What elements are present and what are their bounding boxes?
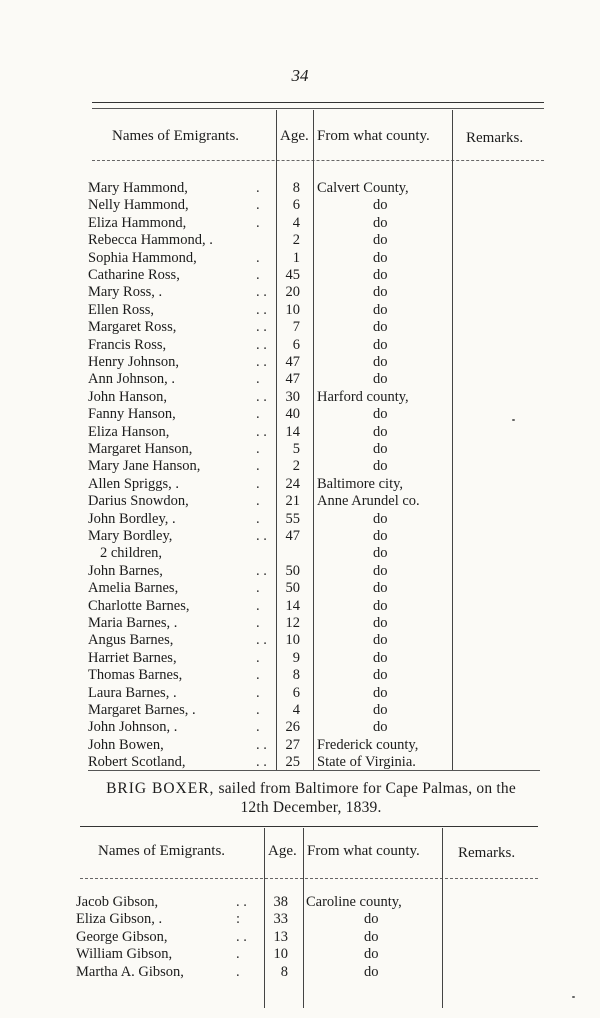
- table-row: [76, 946, 436, 963]
- leader-dots: .: [256, 649, 260, 666]
- table2-top-rule: [80, 826, 538, 827]
- table-row: [88, 319, 448, 336]
- emigrant-name: 2 children,: [100, 545, 163, 562]
- emigrant-county: do: [373, 267, 388, 283]
- emigrant-county: do: [373, 319, 388, 336]
- emigrant-age: 2: [292, 458, 300, 475]
- emigrant-county: do: [364, 946, 379, 963]
- emigrant-age: 7: [292, 319, 300, 336]
- leader-dots: .: [256, 197, 260, 214]
- emigrant-name: Margaret Ross,: [88, 319, 177, 336]
- emigrant-name: Allen Spriggs, .: [88, 475, 180, 492]
- page-number: 34: [291, 66, 309, 85]
- leader-dots: .: [256, 719, 260, 736]
- emigrant-county: do: [373, 632, 388, 649]
- table-row: [88, 754, 448, 771]
- table1-header-remarks: Remarks.: [466, 130, 524, 146]
- table-row: [88, 232, 448, 249]
- emigrant-county: do: [373, 615, 388, 631]
- emigrant-age: 2: [292, 232, 300, 249]
- leader-dots: . .: [256, 632, 267, 649]
- leader-dots: .: [256, 249, 260, 266]
- leader-dots: . .: [256, 284, 267, 301]
- emigrant-county: do: [373, 284, 388, 301]
- table-row: [88, 719, 448, 736]
- table-row: [88, 267, 448, 284]
- emigrant-county: Baltimore city,: [317, 475, 404, 492]
- table-row: [88, 180, 448, 197]
- emigrant-name: Amelia Barnes,: [88, 580, 179, 597]
- emigrant-age: 40: [285, 406, 300, 423]
- leader-dots: .: [256, 702, 260, 718]
- leader-dots: .: [256, 180, 260, 196]
- leader-dots: .: [256, 406, 260, 423]
- leader-dots: . .: [256, 423, 267, 440]
- table1-top-rule: [92, 102, 544, 103]
- table-row: [88, 215, 448, 232]
- table1-header-county: From what county.: [317, 128, 430, 144]
- emigrant-age: 50: [285, 562, 300, 579]
- emigrant-age: 8: [292, 667, 300, 684]
- ship-heading-detail: sailed from Baltimore for Cape Palmas, on the: [218, 780, 516, 797]
- leader-dots: .: [256, 510, 260, 527]
- table-row: [76, 964, 436, 981]
- emigrant-county: do: [373, 336, 388, 353]
- leader-dots: .: [256, 667, 260, 684]
- table2-header-remarks: Remarks.: [458, 845, 516, 861]
- emigrant-county: do: [364, 911, 379, 928]
- emigrant-county: Harford county,: [317, 388, 409, 405]
- emigrant-name: Maria Barnes, .: [88, 615, 178, 631]
- emigrant-county: do: [364, 928, 379, 945]
- leader-dots: .: [256, 493, 260, 510]
- emigrant-county: Calvert County,: [317, 180, 409, 196]
- leader-dots: . .: [256, 388, 267, 405]
- table1-header-names: Names of Emigrants.: [112, 128, 240, 144]
- table-row: [88, 250, 448, 267]
- table-row: [88, 441, 448, 458]
- emigrant-age: 38: [273, 894, 288, 910]
- emigrant-name: Mary Hammond,: [88, 180, 188, 196]
- emigrant-age: 20: [285, 284, 300, 301]
- emigrant-age: 8: [280, 963, 288, 980]
- emigrant-age: 25: [285, 754, 300, 771]
- table-row: [88, 580, 448, 597]
- emigrant-county: do: [373, 510, 388, 527]
- table-row: [88, 737, 448, 754]
- leader-dots: . .: [256, 754, 267, 771]
- emigrant-name: Ellen Ross,: [88, 301, 155, 318]
- emigrant-county: do: [373, 597, 388, 614]
- emigrant-county: do: [373, 684, 388, 701]
- leader-dots: . .: [256, 336, 267, 353]
- table-row: [88, 354, 448, 371]
- table-row: [88, 615, 448, 632]
- emigrant-county: do: [373, 702, 388, 718]
- emigrant-county: do: [373, 667, 388, 684]
- emigrant-county: do: [373, 528, 388, 544]
- emigrant-age: 10: [285, 301, 300, 318]
- emigrant-age: 55: [285, 510, 300, 527]
- table-row: [88, 197, 448, 214]
- emigrant-county: do: [373, 354, 388, 370]
- emigrant-age: 21: [285, 493, 300, 510]
- emigrant-age: 45: [285, 267, 300, 283]
- emigrant-name: John Bowen,: [88, 736, 164, 753]
- emigrant-age: 47: [285, 371, 300, 388]
- emigrant-name: Margaret Hanson,: [88, 441, 193, 457]
- emigrant-name: Margaret Barnes, .: [88, 702, 196, 718]
- table-row: [76, 929, 436, 946]
- emigrant-county: Caroline county,: [306, 894, 402, 910]
- emigrant-county: do: [373, 301, 388, 318]
- emigrant-name: Sophia Hammond,: [88, 249, 197, 266]
- table-row: [88, 302, 448, 319]
- leader-dots: .: [256, 267, 260, 283]
- table-row: [88, 424, 448, 441]
- table-row: [88, 702, 448, 719]
- table-row: [88, 406, 448, 423]
- leader-dots: .: [256, 458, 260, 475]
- emigrant-name: Jacob Gibson,: [76, 894, 159, 910]
- paper-speck: [512, 419, 515, 421]
- emigrant-age: 5: [292, 441, 300, 457]
- table2-header-age: Age.: [268, 843, 297, 859]
- leader-dots: .: [256, 441, 260, 457]
- emigrant-name: Mary Ross, .: [88, 284, 163, 301]
- emigrant-name: Harriet Barnes,: [88, 649, 177, 666]
- emigrant-county: State of Virginia.: [317, 754, 416, 771]
- table2-header-county: From what county.: [307, 843, 420, 859]
- table-row: [76, 894, 436, 911]
- table-row: [88, 563, 448, 580]
- table-row: [88, 528, 448, 545]
- ship-heading-line-2: 12th December, 1839.: [240, 799, 382, 816]
- emigrant-county: do: [373, 249, 388, 266]
- emigrant-age: 47: [285, 354, 300, 370]
- emigrant-name: Eliza Hammond,: [88, 214, 187, 231]
- emigrant-age: 9: [292, 649, 300, 666]
- emigrant-county: do: [373, 214, 388, 231]
- emigrant-name: Martha A. Gibson,: [76, 963, 184, 980]
- emigrant-county: do: [373, 458, 388, 475]
- leader-dots: . .: [256, 319, 267, 336]
- emigrant-age: 4: [292, 214, 300, 231]
- leader-dots: . .: [236, 894, 247, 910]
- emigrant-name: Laura Barnes, .: [88, 684, 177, 701]
- emigrant-age: 24: [285, 475, 300, 492]
- table1-header-rule: [92, 160, 544, 161]
- leader-dots: .: [256, 615, 260, 631]
- emigrant-name: Darius Snowdon,: [88, 493, 189, 510]
- ship-heading: [80, 779, 542, 817]
- emigrant-name: John Bordley, .: [88, 510, 176, 527]
- leader-dots: . .: [256, 736, 267, 753]
- table-row: [76, 911, 436, 928]
- emigrant-county: do: [373, 371, 388, 388]
- leader-dots: .: [256, 684, 260, 701]
- emigrant-county: do: [373, 580, 388, 597]
- leader-dots: .: [256, 597, 260, 614]
- emigrant-name: Henry Johnson,: [88, 354, 180, 370]
- emigrant-age: 26: [285, 719, 300, 736]
- emigrant-age: 8: [292, 180, 300, 196]
- table1-header-age: Age.: [280, 128, 309, 144]
- emigrant-county: do: [373, 423, 388, 440]
- emigrant-name: Francis Ross,: [88, 336, 167, 353]
- emigrant-age: 47: [285, 528, 300, 544]
- emigrant-age: 6: [292, 336, 300, 353]
- table1-top-rule-inner: [92, 108, 544, 109]
- table1-divider-remarks: [452, 110, 453, 770]
- emigrant-name: Ann Johnson, .: [88, 371, 176, 388]
- emigrant-county: do: [373, 232, 388, 249]
- table2-header-rule: [80, 878, 538, 879]
- leader-dots: .: [256, 475, 260, 492]
- emigrant-age: 27: [285, 736, 300, 753]
- emigrant-age: 4: [292, 702, 300, 718]
- table2-divider-remarks: [442, 828, 443, 1008]
- emigrant-age: 13: [273, 928, 288, 945]
- paper-speck: [572, 996, 575, 998]
- emigrant-county: do: [373, 441, 388, 457]
- emigrant-name: John Johnson, .: [88, 719, 178, 736]
- table-row: [88, 284, 448, 301]
- table-row: [88, 598, 448, 615]
- table-row: [88, 337, 448, 354]
- emigrant-county: do: [364, 963, 379, 980]
- emigrant-county: do: [373, 719, 388, 736]
- emigrant-age: 10: [273, 946, 288, 963]
- table-row: [88, 493, 448, 510]
- leader-dots: .: [256, 580, 260, 597]
- emigrant-county: do: [373, 545, 388, 562]
- leader-dots: .: [256, 371, 260, 388]
- emigrant-name: Mary Jane Hanson,: [88, 458, 201, 475]
- emigrant-county: do: [373, 406, 388, 423]
- table-row: [88, 371, 448, 388]
- leader-dots: . .: [256, 354, 267, 370]
- emigrant-name: Rebecca Hammond, .: [88, 232, 213, 249]
- leader-dots: .: [236, 963, 240, 980]
- emigrant-age: 14: [285, 423, 300, 440]
- emigrant-age: 30: [285, 388, 300, 405]
- emigrant-age: 6: [292, 197, 300, 214]
- emigrant-age: 14: [285, 597, 300, 614]
- table-row: [88, 632, 448, 649]
- table-row: [88, 476, 448, 493]
- table-row: [88, 458, 448, 475]
- table2-header-names: Names of Emigrants.: [98, 843, 226, 859]
- emigrant-name: William Gibson,: [76, 946, 173, 963]
- table-row: [88, 685, 448, 702]
- emigrant-county: do: [373, 562, 388, 579]
- emigrant-name: John Hanson,: [88, 388, 167, 405]
- table-row: [88, 650, 448, 667]
- emigrant-county: do: [373, 649, 388, 666]
- emigrant-county: Frederick county,: [317, 736, 419, 753]
- emigrant-name: Nelly Hammond,: [88, 197, 189, 214]
- leader-dots: . .: [256, 562, 267, 579]
- emigrant-age: 12: [285, 615, 300, 631]
- table-row: [88, 511, 448, 528]
- emigrant-name: Thomas Barnes,: [88, 667, 183, 684]
- emigrant-name: Mary Bordley,: [88, 528, 173, 544]
- table-row: [88, 667, 448, 684]
- emigrant-name: Angus Barnes,: [88, 632, 174, 649]
- emigrant-name: Robert Scotland,: [88, 754, 186, 771]
- ship-heading-line-1: [80, 779, 542, 798]
- table1-bottom-rule: [88, 770, 540, 771]
- leader-dots: .: [256, 214, 260, 231]
- emigrant-age: 6: [292, 684, 300, 701]
- emigrant-name: John Barnes,: [88, 562, 163, 579]
- emigrant-age: 10: [285, 632, 300, 649]
- emigrant-name: Catharine Ross,: [88, 267, 180, 283]
- emigrant-name: George Gibson,: [76, 928, 168, 945]
- emigrant-name: Fanny Hanson,: [88, 406, 176, 423]
- emigrant-county: do: [373, 197, 388, 214]
- table-row: [88, 545, 448, 562]
- emigrant-name: Charlotte Barnes,: [88, 597, 190, 614]
- leader-dots: . .: [236, 928, 247, 945]
- emigrant-age: 1: [292, 249, 300, 266]
- emigrant-age: 33: [273, 911, 288, 928]
- leader-dots: . .: [256, 528, 267, 544]
- ship-name: BRIG BOXER,: [106, 780, 215, 797]
- emigrant-age: 50: [285, 580, 300, 597]
- leader-dots: . .: [256, 301, 267, 318]
- emigrant-county: Anne Arundel co.: [317, 493, 420, 510]
- emigrant-name: Eliza Gibson, .: [76, 911, 163, 928]
- leader-dots: :: [236, 911, 241, 928]
- leader-dots: .: [236, 946, 240, 963]
- emigrant-name: Eliza Hanson,: [88, 423, 170, 440]
- table-row: [88, 389, 448, 406]
